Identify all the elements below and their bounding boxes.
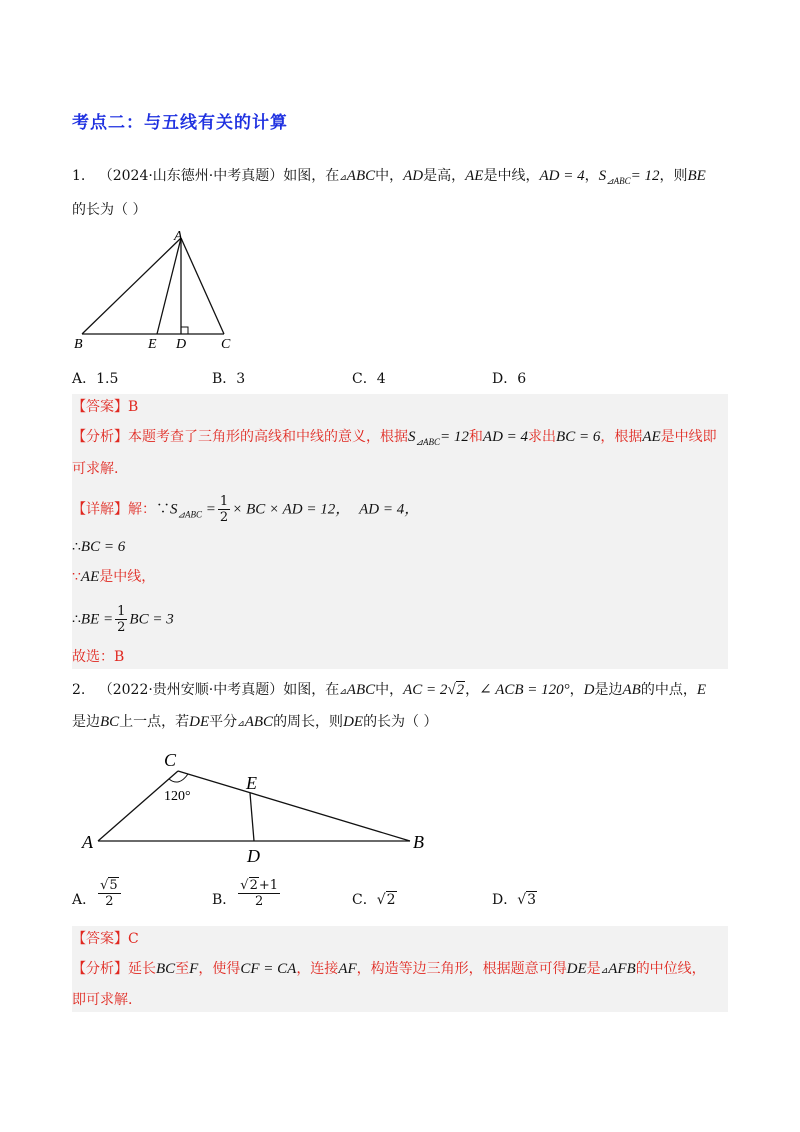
answer-2: 【答案】C [72,931,139,947]
option-2-b: B． $\frac{√2+1}{2}$ [212,877,279,909]
detail-1-line3: ∵AE是中线， [72,569,156,585]
option-2-d: D．√3 [492,892,537,908]
option-c: C．4 [352,371,386,387]
svg-text:D: D [176,337,187,352]
figure-1-triangle [70,226,240,352]
svg-text:D: D [247,846,260,866]
choose-1: 故选：B [72,649,125,665]
option-2-c: C．√2 [352,892,396,908]
svg-text:B: B [413,832,424,852]
option-d: D．6 [492,371,527,387]
analysis-2-line1: 【分析】延长BC至F，使得CF = CA，连接AF，构造等边三角形，根据题意可得DE是⊿AFB的中位线， [72,961,706,977]
svg-text:C: C [164,750,177,770]
analysis-1-line2: 可求解. [72,461,119,477]
svg-text:B: B [74,337,83,352]
detail-1-line1: 【详解】解：$\because S_{⊿ABC}$ = $\frac{1}{2}$ × BC × AD = 12， AD = 4， [72,494,420,525]
solution-2-box [72,926,728,1012]
svg-text:E: E [148,337,157,352]
option-2-a: A． $\frac{√5}{2}$ [72,889,123,909]
figure-2-triangle [76,742,436,866]
detail-1-line4: ∴BE = $\frac{1}{2}$ BC = 3 [72,604,174,635]
svg-text:A: A [82,832,93,852]
analysis-2-line2: 即可求解. [72,992,133,1008]
question-1-line1: 1. （2024·山东德州·中考真题）如图，在⊿ABC中，AD是高，AE是中线，AD = 4，$S_{⊿ABC}= 12$，则BE [72,168,706,186]
solution-1-box [72,394,728,669]
answer-1: 【答案】B [72,399,139,415]
question-2-line1: 2. （2022·贵州安顺·中考真题）如图，在⊿ABC中，AC = 2√2，∠ ACB = 120°，D是边AB的中点，E [72,682,707,698]
svg-text:A: A [174,229,183,244]
question-1-line2: 的长为（ ） [72,202,147,218]
svg-text:E: E [246,773,257,793]
svg-text:C: C [221,337,231,352]
question-2-line2: 是边BC上一点，若DE平分⊿ABC的周长，则DE的长为（ ） [72,714,438,730]
analysis-1-line1: 【分析】本题考查了三角形的高线和中线的意义，根据$S_{⊿ABC}= 12$和AD = 4求出BC = 6，根据AE是中线即 [72,429,717,447]
section-heading: 考点二：与五线有关的计算 [72,113,288,133]
option-b: B．3 [212,371,246,387]
detail-1-line2: ∴BC = 6 [72,539,126,555]
option-a: A．1.5 [72,371,119,387]
svg-text:120°: 120° [164,789,191,804]
